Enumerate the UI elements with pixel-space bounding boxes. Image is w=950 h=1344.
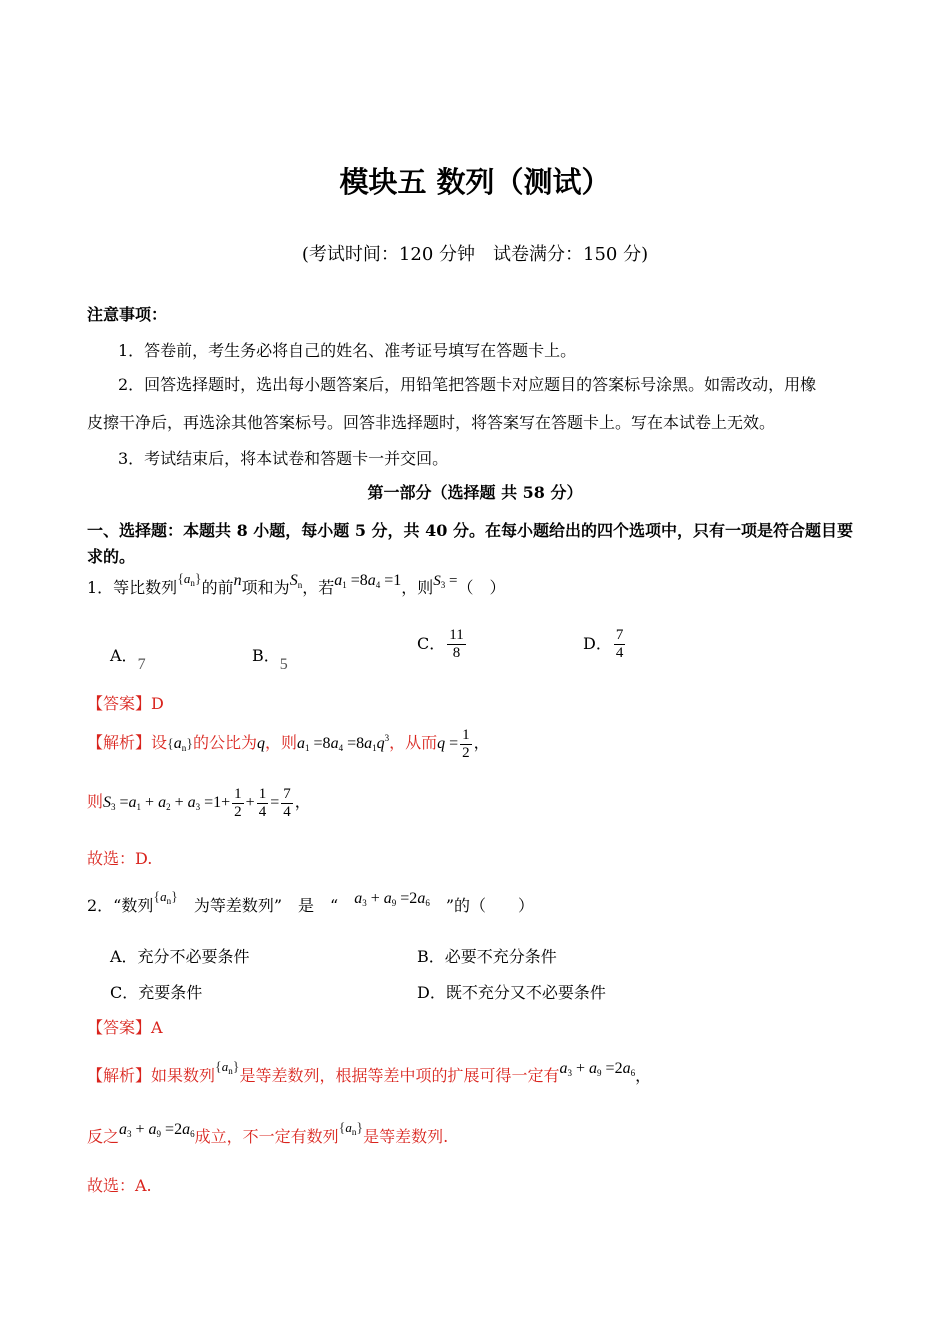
part-one-heading: 第一部分（选择题 共 58 分）	[367, 483, 583, 502]
section-one-instructions-line-1: 一、选择题：本题共 8 小题，每小题 5 分，共 40 分。在每小题给出的四个选项中，只有一项是符合题目要	[87, 521, 853, 540]
notice-item-2-line-2: 皮擦干净后，再选涂其他答案标号。回答非选择题时，将答案写在答题卡上。写在本试卷上无效。	[87, 413, 776, 432]
q2-conclusion: 故选：A.	[87, 1176, 152, 1195]
q2-number: 2．“数列	[87, 896, 154, 915]
q2-analysis-tag: 【解析】	[87, 1066, 152, 1085]
q2-analysis-formula: $a_3 + a_9 =2a_6$	[559, 1060, 636, 1078]
question-1	[87, 571, 506, 598]
exam-info: (考试时间：120 分钟 试卷满分：150 分)	[301, 244, 649, 265]
q2-analysis-seq-2: $\{a_n\}$	[338, 1120, 364, 1137]
q2-option-d: D．既不充分又不必要条件	[417, 983, 606, 1002]
notice-heading: 注意事项：	[87, 305, 168, 324]
q1-sn-formula: $S_n$	[289, 572, 303, 590]
notice-item-1: 1．答卷前，考生务必将自己的姓名、准考证号填写在答题卡上。	[118, 341, 577, 360]
q1-option-a: A．7	[110, 646, 146, 673]
q2-analysis-seq: $\{a_n\}$	[215, 1059, 240, 1076]
q1-s3-formula: $S_3$ =	[433, 573, 458, 590]
q2-answer: 【答案】A	[87, 1018, 163, 1037]
q2-condition-formula: $a_3 + a_9 =2a_6$	[354, 890, 430, 908]
q1-analysis-seq: $\{a_n\}$	[167, 735, 193, 754]
q1-option-a-value: 7	[137, 656, 146, 673]
q1-answer: 【答案】D	[87, 694, 164, 713]
q1-option-c: C． $\frac{11}{8}$	[417, 627, 464, 661]
q2-option-b: B．必要不充分条件	[417, 947, 557, 966]
question-2: 2．“数列$\{a_n\}$ 为等差数列” 是 “ $a_3 + a_9 =2a_6$ ”的（ ）	[87, 889, 535, 915]
notice-item-3: 3．考试结束后，将本试卷和答题卡一并交回。	[118, 449, 449, 468]
q1-analysis-tag: 【解析】	[87, 733, 152, 753]
q1-analysis-sum-formula: $S_3 =a_1 + a_2 + a_3 =1+$ $\frac{1}{2}$ + $\frac{1}{4}$ = $\frac{7}{4}$	[103, 786, 291, 820]
q1-analysis: 【解析】设$\{a_n\}$的公比为q，则$a_1 =8a_4 =8a_1q^3$，从而q = $\frac{1}{2}$ ，	[87, 727, 490, 761]
q1-option-b-value: 5	[279, 656, 288, 673]
page-title: 模块五 数列（测试）	[339, 165, 611, 199]
q1-analysis-line-2: 则$S_3 =a_1 + a_2 + a_3 =1+$ $\frac{1}{2}$ + $\frac{1}{4}$ = $\frac{7}{4}$ ，	[87, 786, 311, 820]
q1-option-d-fraction: $\frac{7}{4}$	[615, 627, 624, 661]
q1-n-symbol: n	[233, 572, 242, 589]
q1-text-sum: 项和为	[241, 578, 290, 597]
q1-analysis-q-value: q = $\frac{1}{2}$	[437, 727, 470, 761]
q1-condition-formula: $a_1 =8a_4 =1$	[334, 572, 402, 590]
q2-option-a: A．充分不必要条件	[110, 947, 250, 966]
q1-text-if: ，若	[302, 578, 335, 597]
q1-number: 1．等比数列	[87, 578, 178, 597]
notice-item-2-line-1: 2．回答选择题时，选出每小题答案后，用铅笔把答题卡对应题目的答案标号涂黑。如需改动，用橡	[118, 375, 817, 394]
q2-analysis-formula-2: $a_3 + a_9 =2a_6$	[119, 1121, 195, 1139]
q2-analysis-line-2: 反之$a_3 + a_9 =2a_6$成立，不一定有数列$\{a_n\}$是等差数列.	[87, 1120, 449, 1146]
q1-conclusion: 故选：D.	[87, 849, 153, 868]
q1-text-then: ，则	[401, 578, 434, 597]
q1-option-d: D． $\frac{7}{4}$	[583, 627, 624, 661]
q2-analysis: 【解析】如果数列$\{a_n\}$是等差数列，根据等差中项的扩展可得一定有$a_3 + a_9 =2a_6$，	[87, 1059, 652, 1085]
q1-analysis-formula-1: $a_1 =8a_4 =8a_1q^3$	[297, 733, 390, 754]
q1-option-b: B．5	[252, 646, 288, 673]
q2-seq-formula: $\{a_n\}$	[153, 889, 178, 906]
q1-paren: （ ）	[457, 578, 506, 597]
section-one-instructions-line-2: 求的。	[87, 547, 136, 566]
q1-text-front: 的前	[201, 578, 234, 597]
q1-seq-formula: $\{a_n\}$	[177, 571, 202, 588]
q2-option-c: C．充要条件	[110, 983, 203, 1002]
q1-option-c-fraction: $\frac{11}{8}$	[449, 627, 464, 661]
